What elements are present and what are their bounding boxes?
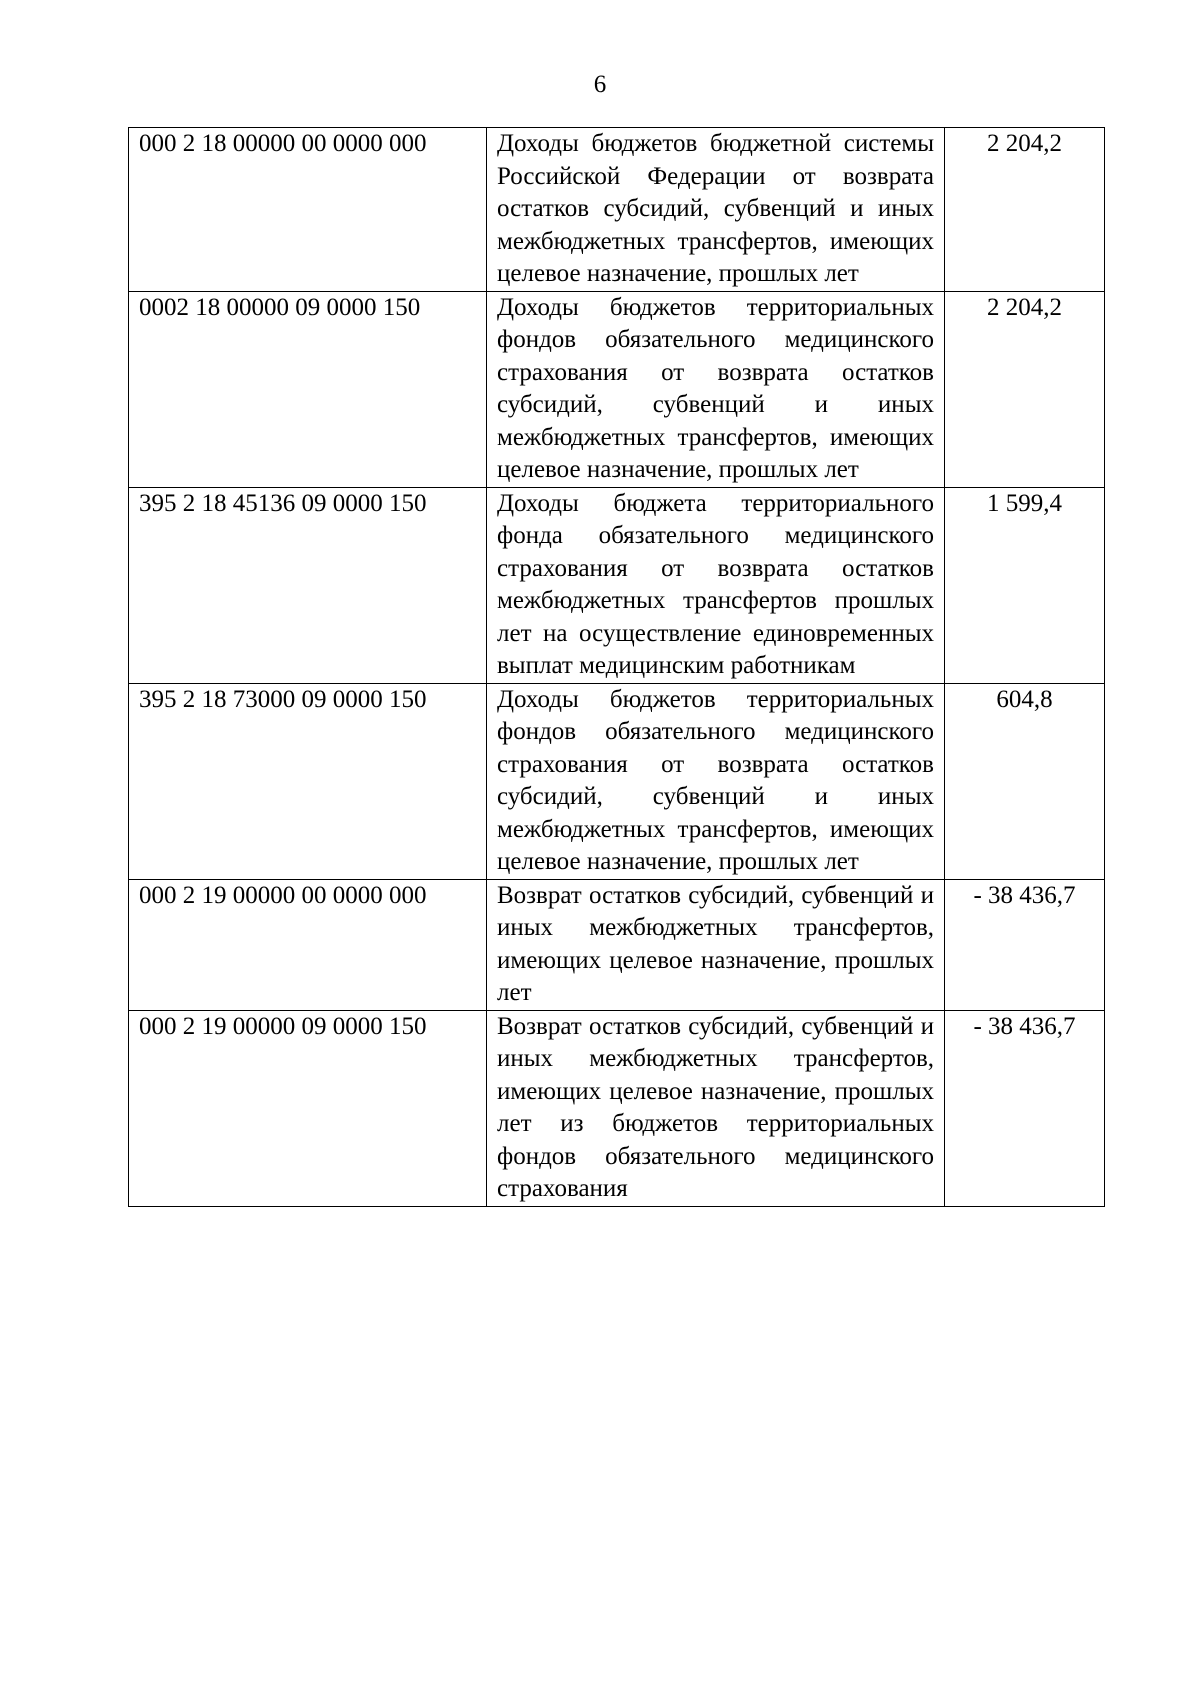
revenue-name-cell: Доходы бюджета территориального фонда обязательного медицинского страхования от возврата остатков межбюджетных трансфертов прошлых лет на осуществление единовременных выплат медицинским работникам: [487, 487, 945, 683]
budget-code-cell: 0002 18 00000 09 0000 150: [129, 291, 487, 487]
budget-code-cell: 000 2 19 00000 00 0000 000: [129, 879, 487, 1010]
amount-cell: 604,8: [945, 683, 1105, 879]
table-row: [129, 879, 1105, 1010]
revenue-name-cell: Доходы бюджетов территориальных фондов обязательного медицинского страхования от возврата остатков субсидий, субвенций и иных межбюджетных трансфертов, имеющих целевое назначение, прошлых лет: [487, 683, 945, 879]
table-row: [129, 1010, 1105, 1206]
table-row: [129, 291, 1105, 487]
table-row: [129, 487, 1105, 683]
amount-cell: 1 599,4: [945, 487, 1105, 683]
amount-cell: - 38 436,7: [945, 879, 1105, 1010]
revenue-name-cell: Доходы бюджетов территориальных фондов обязательного медицинского страхования от возврата остатков субсидий, субвенций и иных межбюджетных трансфертов, имеющих целевое назначение, прошлых лет: [487, 291, 945, 487]
table-row: [129, 683, 1105, 879]
revenue-name-cell: Доходы бюджетов бюджетной системы Российской Федерации от возврата остатков субсидий, субвенций и иных межбюджетных трансфертов, имеющих целевое назначение, прошлых лет: [487, 128, 945, 292]
budget-table: [128, 127, 1105, 1207]
amount-cell: 2 204,2: [945, 128, 1105, 292]
budget-code-cell: 000 2 19 00000 09 0000 150: [129, 1010, 487, 1206]
revenue-name-cell: Возврат остатков субсидий, субвенций и иных межбюджетных трансфертов, имеющих целевое назначение, прошлых лет: [487, 879, 945, 1010]
amount-cell: - 38 436,7: [945, 1010, 1105, 1206]
budget-code-cell: 000 2 18 00000 00 0000 000: [129, 128, 487, 292]
table-row: [129, 128, 1105, 292]
budget-code-cell: 395 2 18 45136 09 0000 150: [129, 487, 487, 683]
budget-code-cell: 395 2 18 73000 09 0000 150: [129, 683, 487, 879]
amount-cell: 2 204,2: [945, 291, 1105, 487]
revenue-name-cell: Возврат остатков субсидий, субвенций и иных межбюджетных трансфертов, имеющих целевое назначение, прошлых лет из бюджетов территориальных фондов обязательного медицинского страхования: [487, 1010, 945, 1206]
page-number: 6: [593, 71, 607, 98]
